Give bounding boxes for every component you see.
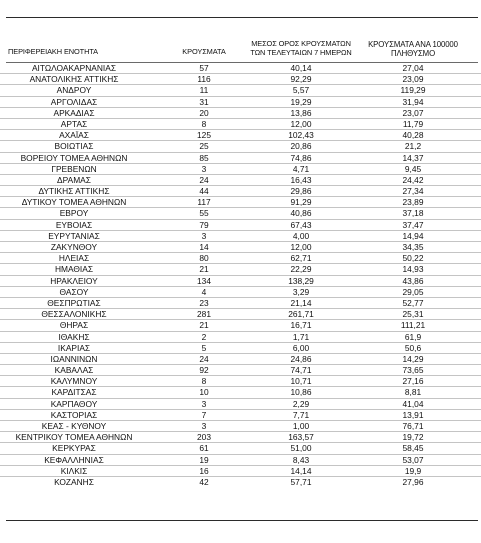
cell-cases: 92	[199, 365, 209, 376]
cell-7day-average: 16,71	[290, 320, 312, 331]
cell-cases-per-100k: 111,21	[400, 320, 426, 331]
cell-cases: 31	[199, 96, 209, 107]
cell-cases: 80	[199, 253, 209, 264]
cell-region: ΚΕΝΤΡΙΚΟΥ ΤΟΜΕΑ ΑΘΗΝΩΝ	[15, 432, 133, 443]
cell-7day-average: 74,86	[290, 152, 312, 163]
cell-cases-per-100k: 41,04	[402, 398, 424, 409]
cell-cases-per-100k: 25,31	[402, 309, 424, 320]
cell-cases-per-100k: 27,96	[402, 476, 424, 487]
cell-7day-average: 1,00	[292, 421, 310, 431]
cell-region: ΖΑΚΥΝΘΟΥ	[50, 242, 98, 252]
table-body	[0, 63, 481, 488]
cell-region: ΘΕΣΠΡΩΤΙΑΣ	[47, 297, 101, 308]
table-row	[0, 276, 481, 287]
cell-cases-per-100k: 34,35	[402, 242, 424, 252]
table-row	[0, 332, 481, 343]
cell-region: ΑΝΑΤΟΛΙΚΗΣ ΑΤΤΙΚΗΣ	[29, 74, 119, 85]
cell-cases: 21	[199, 320, 209, 331]
cell-region: ΚΑΡΔΙΤΣΑΣ	[51, 387, 97, 398]
cell-region: ΚΕΡΚΥΡΑΣ	[52, 443, 96, 454]
cell-region: ΚΑΛΥΜΝΟΥ	[50, 376, 98, 387]
table-row	[0, 376, 481, 387]
cell-cases: 20	[199, 107, 209, 118]
cell-7day-average: 4,71	[292, 163, 310, 174]
cell-cases: 203	[197, 432, 211, 443]
cell-7day-average: 20,86	[290, 141, 312, 152]
cell-region: ΑΝΔΡΟΥ	[56, 85, 92, 96]
cell-cases-per-100k: 23,89	[402, 197, 424, 208]
cell-cases-per-100k: 58,45	[402, 443, 424, 454]
cell-cases-per-100k: 27,34	[402, 186, 424, 197]
table-row	[0, 287, 481, 298]
cell-cases-per-100k: 52,77	[402, 297, 424, 308]
table-row	[0, 153, 481, 164]
cell-region: ΔΥΤΙΚΗΣ ΑΤΤΙΚΗΣ	[38, 186, 110, 197]
table-row	[0, 354, 481, 365]
table-row	[0, 97, 481, 108]
cell-7day-average: 163,57	[288, 432, 314, 443]
table-row	[0, 309, 481, 320]
cell-region: ΗΡΑΚΛΕΙΟΥ	[50, 275, 98, 286]
cell-region: ΚΕΑΣ - ΚΥΘΝΟΥ	[41, 421, 107, 431]
cell-cases: 11	[199, 85, 209, 96]
cell-7day-average: 62,71	[290, 253, 312, 264]
cell-cases-per-100k: 29,05	[402, 286, 424, 297]
table-row	[0, 264, 481, 275]
cell-cases: 24	[199, 353, 209, 364]
header-cases-per-100k-line1: ΚΡΟΥΣΜΑΤΑ ΑΝΑ 100000	[368, 40, 458, 49]
cell-region: ΙΘΑΚΗΣ	[58, 331, 90, 342]
table-row	[0, 119, 481, 130]
cell-7day-average: 5,57	[292, 85, 310, 96]
cell-7day-average: 138,29	[288, 275, 314, 286]
table-row	[0, 253, 481, 264]
header-region: ΠΕΡΙΦΕΡΕΙΑΚΗ ΕΝΟΤΗΤΑ	[8, 47, 98, 56]
cell-cases-per-100k: 14,29	[402, 353, 424, 364]
cell-cases: 57	[199, 63, 209, 73]
cell-cases: 44	[199, 186, 209, 197]
cell-cases-per-100k: 14,37	[402, 152, 424, 163]
cell-7day-average: 40,86	[290, 208, 312, 219]
cell-cases-per-100k: 40,28	[402, 130, 424, 141]
table-row	[0, 164, 481, 175]
cell-region: ΓΡΕΒΕΝΩΝ	[51, 163, 97, 174]
table-row	[0, 208, 481, 219]
cell-7day-average: 7,71	[292, 409, 310, 420]
cell-region: ΘΗΡΑΣ	[59, 320, 89, 331]
table-row	[0, 141, 481, 152]
bottom-rule	[6, 520, 478, 521]
cell-7day-average: 67,43	[290, 219, 312, 230]
cell-cases: 19	[199, 454, 209, 465]
cell-cases-per-100k: 43,86	[402, 275, 424, 286]
cell-cases-per-100k: 23,07	[402, 107, 424, 118]
cell-7day-average: 6,00	[292, 342, 310, 353]
cell-cases-per-100k: 19,72	[402, 432, 424, 443]
cell-cases-per-100k: 50,6	[404, 342, 422, 353]
cell-cases: 281	[197, 309, 211, 320]
cell-cases: 2	[201, 331, 207, 342]
cell-cases: 3	[201, 421, 207, 431]
header-cases-per-100k	[358, 40, 468, 58]
header-7day-average	[236, 39, 366, 57]
top-rule	[6, 17, 478, 18]
cell-cases: 7	[201, 409, 207, 420]
cell-cases-per-100k: 76,71	[402, 421, 424, 431]
cell-region: ΕΥΒΟΙΑΣ	[55, 219, 93, 230]
cell-7day-average: 102,43	[288, 130, 314, 141]
cell-cases: 85	[199, 152, 209, 163]
table-row	[0, 63, 481, 74]
table-row	[0, 466, 481, 477]
table-row	[0, 399, 481, 410]
cell-region: ΚΙΛΚΙΣ	[60, 465, 88, 476]
cell-7day-average: 91,29	[290, 197, 312, 208]
cell-cases-per-100k: 24,42	[402, 174, 424, 185]
cell-region: ΒΟΙΩΤΙΑΣ	[54, 141, 94, 152]
cell-cases: 3	[201, 398, 207, 409]
cell-cases-per-100k: 31,94	[402, 96, 424, 107]
cell-cases-per-100k: 14,93	[402, 264, 424, 275]
cell-7day-average: 19,29	[290, 96, 312, 107]
table-header	[0, 33, 481, 60]
cell-cases-per-100k: 23,09	[402, 74, 424, 85]
table-row	[0, 197, 481, 208]
cell-cases: 8	[201, 376, 207, 387]
header-7day-average-line1: ΜΕΣΟΣ ΟΡΟΣ ΚΡΟΥΣΜΑΤΩΝ	[251, 39, 351, 48]
cell-cases: 4	[201, 286, 207, 297]
cell-cases-per-100k: 61,9	[404, 331, 422, 342]
header-cases-per-100k-line2: ΠΛΗΘΥΣΜΟ	[390, 49, 436, 58]
cell-7day-average: 2,29	[292, 398, 310, 409]
cell-7day-average: 21,14	[290, 297, 312, 308]
cell-7day-average: 74,71	[290, 365, 312, 376]
cell-7day-average: 13,86	[290, 107, 312, 118]
header-7day-average-line2: ΤΩΝ ΤΕΛΕΥΤΑΙΩΝ 7 ΗΜΕΡΩΝ	[250, 48, 352, 57]
table-row	[0, 387, 481, 398]
cell-cases: 3	[201, 230, 207, 241]
cell-7day-average: 57,71	[290, 476, 312, 487]
cell-cases-per-100k: 19,9	[404, 465, 422, 476]
cell-cases: 16	[199, 465, 209, 476]
cell-7day-average: 10,71	[290, 376, 312, 387]
cell-region: ΑΡΤΑΣ	[60, 118, 88, 129]
cell-cases-per-100k: 37,18	[402, 208, 424, 219]
cell-region: ΚΑΒΑΛΑΣ	[54, 365, 94, 376]
cell-cases: 25	[199, 141, 209, 152]
cell-7day-average: 12,00	[290, 118, 312, 129]
cell-region: ΑΡΓΟΛΙΔΑΣ	[50, 96, 98, 107]
cell-cases: 117	[197, 197, 211, 208]
table-row	[0, 432, 481, 443]
cell-cases: 23	[199, 297, 209, 308]
cell-region: ΚΑΡΠΑΘΟΥ	[50, 398, 98, 409]
table-row	[0, 220, 481, 231]
table-row	[0, 298, 481, 309]
cell-cases-per-100k: 27,16	[402, 376, 424, 387]
cell-cases: 24	[199, 174, 209, 185]
table-row	[0, 242, 481, 253]
table-row	[0, 130, 481, 141]
cell-cases: 21	[199, 264, 209, 275]
cell-7day-average: 14,14	[290, 465, 312, 476]
cell-region: ΚΟΖΑΝΗΣ	[54, 476, 94, 487]
table-row	[0, 410, 481, 421]
table-row	[0, 85, 481, 96]
cell-cases: 134	[197, 275, 211, 286]
cell-region: ΕΒΡΟΥ	[59, 208, 89, 219]
table-row	[0, 421, 481, 432]
cell-7day-average: 10,86	[290, 387, 312, 398]
cell-region: ΒΟΡΕΙΟΥ ΤΟΜΕΑ ΑΘΗΝΩΝ	[20, 152, 128, 163]
cell-cases-per-100k: 37,47	[402, 219, 424, 230]
cell-region: ΙΚΑΡΙΑΣ	[57, 342, 91, 353]
cell-cases-per-100k: 27,04	[402, 63, 424, 73]
cell-region: ΔΥΤΙΚΟΥ ΤΟΜΕΑ ΑΘΗΝΩΝ	[21, 197, 127, 208]
cell-7day-average: 12,00	[290, 242, 312, 252]
cell-7day-average: 51,00	[290, 443, 312, 454]
cell-cases: 14	[199, 242, 209, 252]
table-row	[0, 108, 481, 119]
table-row	[0, 320, 481, 331]
cell-cases: 10	[199, 387, 209, 398]
cell-region: ΘΑΣΟΥ	[59, 286, 89, 297]
cell-region: ΚΑΣΤΟΡΙΑΣ	[50, 409, 98, 420]
cell-cases: 5	[201, 342, 207, 353]
cell-7day-average: 40,14	[290, 63, 312, 73]
cell-region: ΘΕΣΣΑΛΟΝΙΚΗΣ	[41, 309, 107, 320]
table-row	[0, 365, 481, 376]
cell-cases: 8	[201, 118, 207, 129]
cell-7day-average: 22,29	[290, 264, 312, 275]
cell-cases-per-100k: 13,91	[402, 409, 424, 420]
cell-cases: 116	[197, 74, 211, 85]
cell-cases-per-100k: 50,22	[402, 253, 424, 264]
cell-7day-average: 3,29	[292, 286, 310, 297]
cell-region: ΙΩΑΝΝΙΝΩΝ	[50, 353, 98, 364]
cell-region: ΚΕΦΑΛΛΗΝΙΑΣ	[44, 454, 104, 465]
header-cases: ΚΡΟΥΣΜΑΤΑ	[182, 47, 226, 56]
cell-cases-per-100k: 119,29	[400, 85, 426, 96]
cell-cases-per-100k: 53,07	[402, 454, 424, 465]
cell-cases-per-100k: 73,65	[402, 365, 424, 376]
cell-cases: 55	[199, 208, 209, 219]
table-row	[0, 231, 481, 242]
cell-7day-average: 4,00	[292, 230, 310, 241]
cell-region: ΑΧΑΪΑΣ	[59, 130, 89, 141]
cell-region: ΑΡΚΑΔΙΑΣ	[53, 107, 95, 118]
cell-7day-average: 29,86	[290, 186, 312, 197]
cell-region: ΗΛΕΙΑΣ	[58, 253, 90, 264]
cell-cases-per-100k: 9,45	[404, 163, 422, 174]
cell-7day-average: 16,43	[290, 174, 312, 185]
cell-region: ΗΜΑΘΙΑΣ	[54, 264, 94, 275]
cell-7day-average: 1,71	[292, 331, 310, 342]
cell-cases: 42	[199, 476, 209, 487]
table-row	[0, 443, 481, 454]
cell-7day-average: 92,29	[290, 74, 312, 85]
table-row	[0, 74, 481, 85]
cell-region: ΑΙΤΩΛΟΑΚΑΡΝΑΝΙΑΣ	[31, 63, 117, 73]
table-row	[0, 343, 481, 354]
table-row	[0, 175, 481, 186]
cell-cases-per-100k: 14,94	[402, 230, 424, 241]
cell-cases: 3	[201, 163, 207, 174]
table-row	[0, 186, 481, 197]
cell-cases-per-100k: 8,81	[404, 387, 422, 398]
table-row	[0, 455, 481, 466]
cell-cases: 79	[199, 219, 209, 230]
cell-cases: 125	[197, 130, 211, 141]
cell-7day-average: 261,71	[288, 309, 314, 320]
cell-7day-average: 24,86	[290, 353, 312, 364]
cell-cases: 61	[199, 443, 209, 454]
cell-7day-average: 8,43	[292, 454, 310, 465]
table-row	[0, 477, 481, 488]
cell-region: ΔΡΑΜΑΣ	[57, 174, 91, 185]
cell-cases-per-100k: 21,2	[404, 141, 422, 152]
cell-cases-per-100k: 11,79	[402, 118, 424, 129]
cell-region: ΕΥΡΥΤΑΝΙΑΣ	[48, 230, 100, 241]
